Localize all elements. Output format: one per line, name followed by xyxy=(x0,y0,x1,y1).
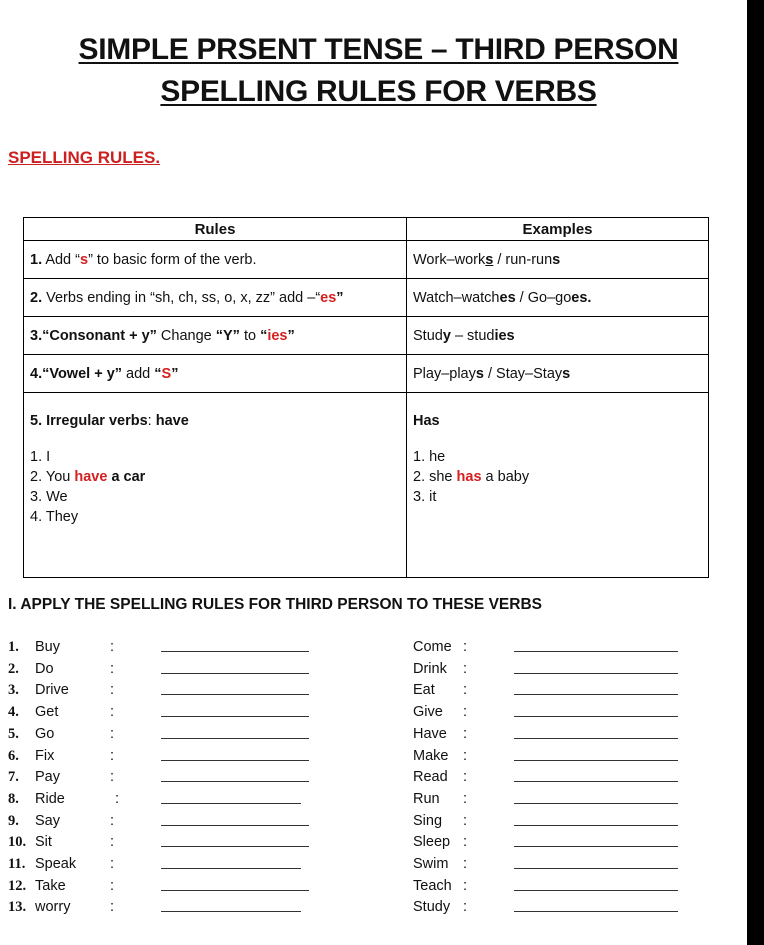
item-number: 8. xyxy=(8,790,19,807)
answer-blank[interactable] xyxy=(514,716,678,717)
example-1: Work–works / run-runs xyxy=(407,241,709,279)
item-number: 11. xyxy=(8,856,26,872)
verb-left: Drive xyxy=(35,682,69,699)
rule-3: 3.“Consonant + y” Change “Y” to “ies” xyxy=(24,317,407,355)
answer-blank[interactable] xyxy=(161,760,309,761)
answer-blank[interactable] xyxy=(161,825,309,826)
table-row xyxy=(24,279,709,317)
verb-right: Eat xyxy=(413,682,435,699)
colon: : xyxy=(463,812,468,829)
verb-right: Come xyxy=(413,639,452,655)
verb-left: Buy xyxy=(35,639,60,655)
item-number: 12. xyxy=(8,877,27,894)
colon: : xyxy=(110,877,115,894)
item-number: 4. xyxy=(8,704,19,721)
example-5: Has 1. he 2. she has a baby 3. it xyxy=(407,393,709,578)
answer-blank[interactable] xyxy=(161,738,309,739)
examples-header: Examples xyxy=(407,218,709,241)
colon: : xyxy=(463,725,468,742)
answer-blank[interactable] xyxy=(161,781,309,782)
answer-blank[interactable] xyxy=(161,673,309,674)
verb-left: worry xyxy=(35,899,71,916)
colon: : xyxy=(463,834,468,851)
rule-5: 5. Irregular verbs: have 1. I 2. You have a car 3. We 4. They xyxy=(24,393,407,578)
verb-right: Drink xyxy=(413,660,447,677)
verb-right: Make xyxy=(413,747,449,764)
title-line-1: SIMPLE PRSENT TENSE – THIRD PERSON xyxy=(78,33,679,66)
item-number: 5. xyxy=(8,725,19,742)
example-4: Play–plays / Stay–Stays xyxy=(407,355,709,393)
title-line-2: SPELLING RULES FOR VERBS xyxy=(160,75,597,108)
verb-left: Fix xyxy=(35,747,55,764)
verb-right: Teach xyxy=(413,877,452,894)
answer-blank[interactable] xyxy=(161,803,301,804)
verb-left: Take xyxy=(35,877,66,894)
rules-header: Rules xyxy=(24,218,407,241)
colon: : xyxy=(463,899,468,916)
colon: : xyxy=(110,834,115,851)
verb-left: Speak xyxy=(35,856,77,872)
verb-left: Say xyxy=(35,812,60,829)
item-number: 2. xyxy=(8,660,19,677)
answer-blank[interactable] xyxy=(514,781,678,782)
verb-right: Sing xyxy=(413,812,443,829)
table-row xyxy=(24,241,709,279)
verb-right: Have xyxy=(413,725,447,742)
colon: : xyxy=(463,682,468,699)
verb-right: Sleep xyxy=(413,834,451,851)
colon: : xyxy=(463,704,468,721)
verb-left: Sit xyxy=(35,834,52,851)
answer-blank[interactable] xyxy=(161,651,309,652)
item-number: 1. xyxy=(8,639,19,655)
verb-left: Do xyxy=(35,660,54,677)
item-number: 10. xyxy=(8,834,27,851)
colon: : xyxy=(110,682,115,699)
verb-right: Read xyxy=(413,769,448,786)
table-header-row xyxy=(24,218,709,241)
answer-blank[interactable] xyxy=(514,738,678,739)
colon: : xyxy=(110,725,115,742)
rule-1: 1. Add “s” to basic form of the verb. xyxy=(24,241,407,279)
answer-blank[interactable] xyxy=(514,890,678,891)
colon: : xyxy=(463,790,468,807)
pronoun-list-have: 1. I 2. You have a car 3. We 4. They xyxy=(30,449,146,525)
colon: : xyxy=(463,639,468,655)
verb-left: Pay xyxy=(35,769,60,786)
verb-left: Go xyxy=(35,725,55,742)
answer-blank[interactable] xyxy=(161,890,309,891)
colon: : xyxy=(110,856,115,872)
colon: : xyxy=(110,639,115,655)
item-number: 13. xyxy=(8,899,27,916)
answer-blank[interactable] xyxy=(514,803,678,804)
colon: : xyxy=(463,877,468,894)
colon: : xyxy=(463,747,468,764)
verb-left: Ride xyxy=(35,790,65,807)
verb-right: Study xyxy=(413,899,451,916)
colon: : xyxy=(110,812,115,829)
table-row xyxy=(24,355,709,393)
example-3: Study – studies xyxy=(407,317,709,355)
table-row xyxy=(24,317,709,355)
answer-blank[interactable] xyxy=(514,911,678,912)
rule-2: 2. Verbs ending in “sh, ch, ss, o, x, zz” add –“es” xyxy=(24,279,407,317)
colon: : xyxy=(110,704,115,721)
colon: : xyxy=(110,769,115,786)
verb-right: Give xyxy=(413,704,443,721)
answer-blank[interactable] xyxy=(514,760,678,761)
rule-4: 4.“Vowel + y” add “S” xyxy=(24,355,407,393)
answer-blank[interactable] xyxy=(161,716,309,717)
answer-blank[interactable] xyxy=(514,673,678,674)
answer-blank[interactable] xyxy=(514,694,678,695)
colon: : xyxy=(110,660,115,677)
answer-blank[interactable] xyxy=(161,846,309,847)
spelling-rules-heading: SPELLING RULES. xyxy=(8,148,161,167)
item-number: 6. xyxy=(8,747,19,764)
exercise-heading: I. APPLY THE SPELLING RULES FOR THIRD PERSON TO THESE VERBS xyxy=(8,596,542,613)
answer-blank[interactable] xyxy=(514,825,678,826)
answer-blank[interactable] xyxy=(514,846,678,847)
answer-blank[interactable] xyxy=(514,868,678,869)
answer-blank[interactable] xyxy=(161,911,301,912)
example-2: Watch–watches / Go–goes. xyxy=(407,279,709,317)
colon: : xyxy=(110,899,115,916)
verb-left: Get xyxy=(35,704,59,721)
answer-blank[interactable] xyxy=(161,694,309,695)
colon: : xyxy=(463,660,468,677)
colon: : xyxy=(463,856,468,872)
pronoun-list-has: 1. he 2. she has a baby 3. it xyxy=(413,449,530,505)
item-number: 3. xyxy=(8,682,19,699)
verb-right: Run xyxy=(413,790,440,807)
answer-blank[interactable] xyxy=(514,651,678,652)
verb-right: Swim xyxy=(413,856,449,872)
colon: : xyxy=(463,769,468,786)
colon: : xyxy=(110,747,115,764)
right-edge-bar xyxy=(747,0,764,945)
answer-blank[interactable] xyxy=(161,868,301,869)
table-row xyxy=(24,393,709,578)
item-number: 7. xyxy=(8,769,19,786)
colon: : xyxy=(115,790,120,807)
rules-table xyxy=(23,217,709,578)
item-number: 9. xyxy=(8,812,19,829)
